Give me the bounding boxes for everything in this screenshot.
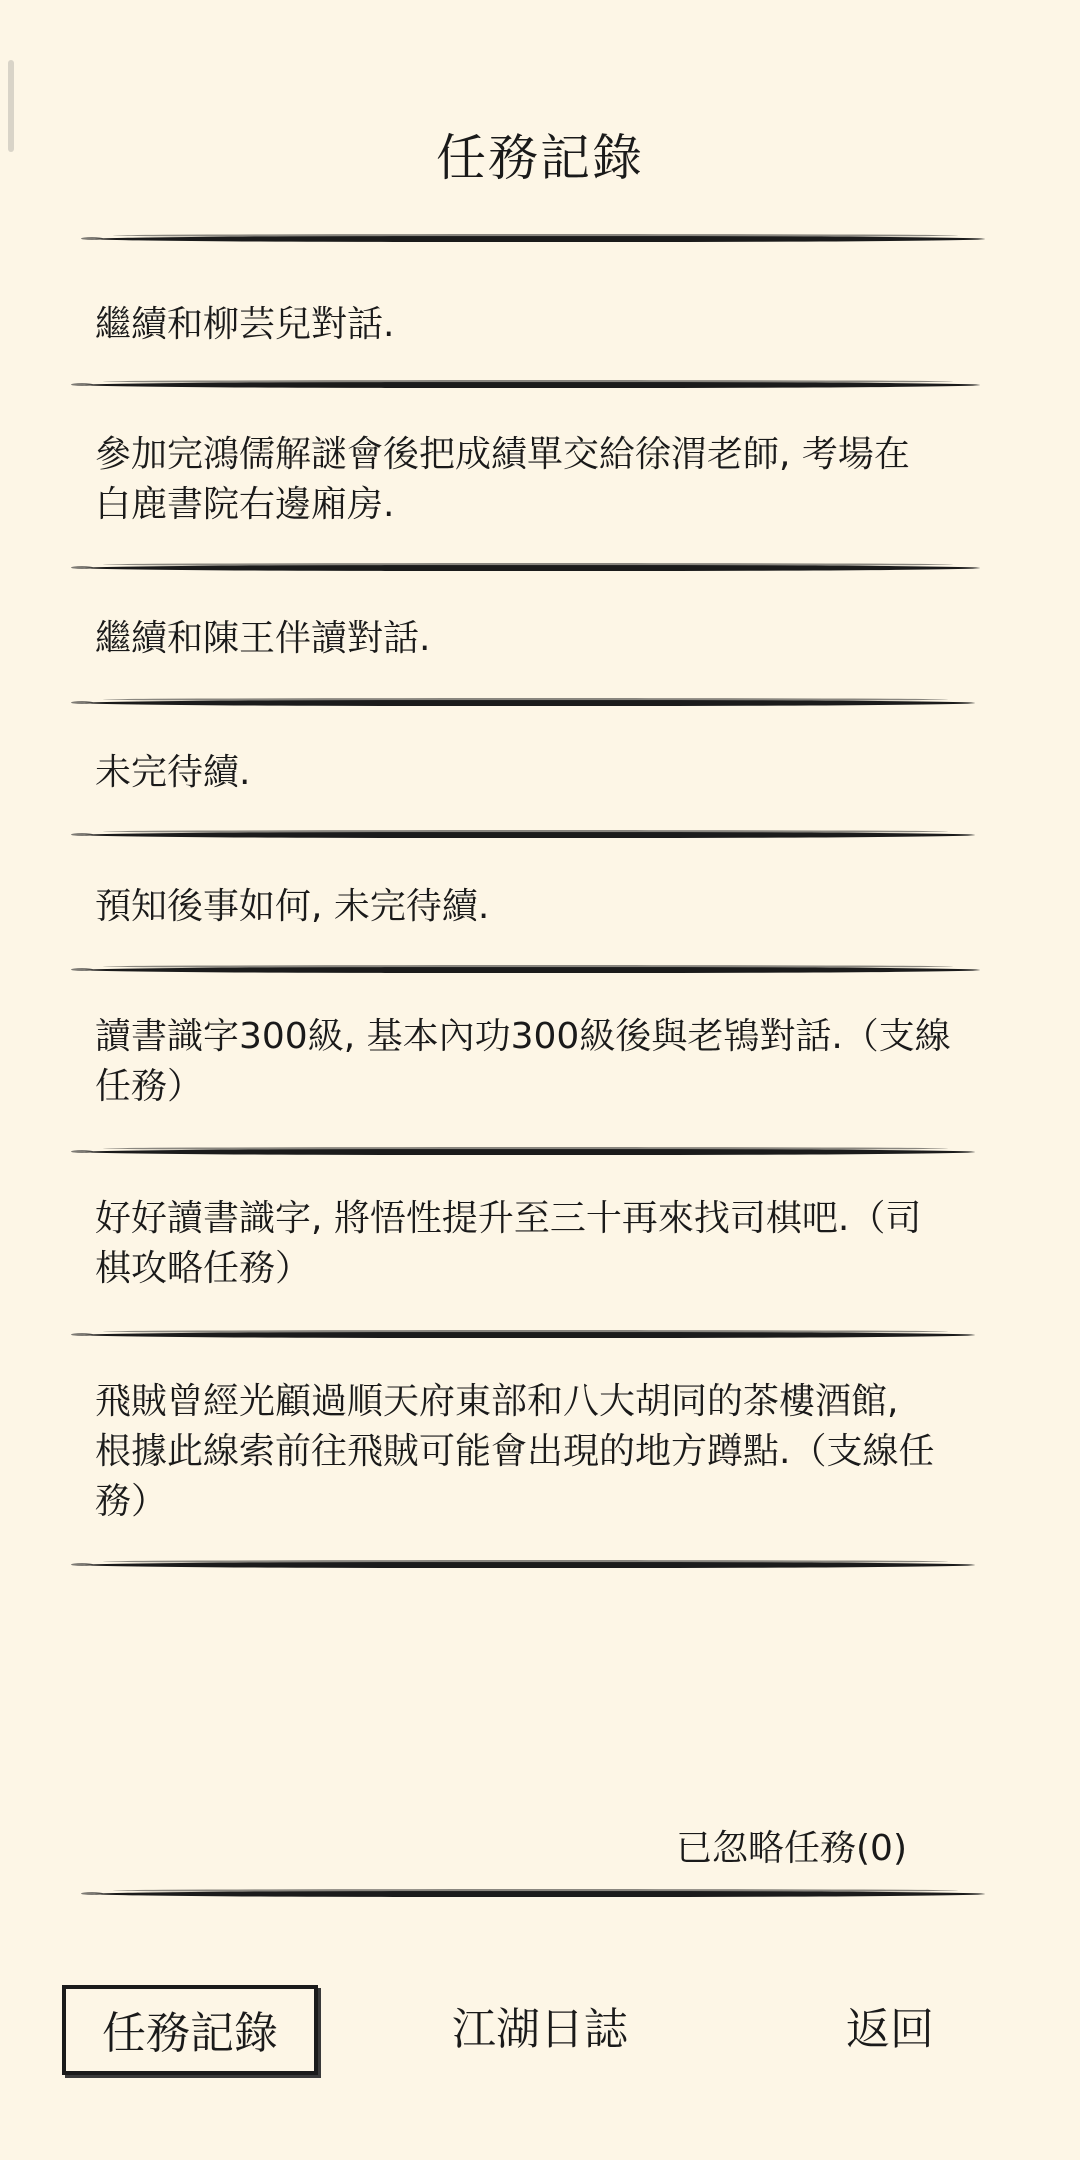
quest-text-line: 繼續和陳王伴讀對話. [95, 618, 431, 659]
quest-text-line: 繼續和柳芸兒對話. [95, 304, 395, 345]
back-button[interactable]: 返回 [846, 2004, 934, 2055]
quest-item[interactable] [95, 1377, 975, 1527]
quest-text-line: 棋攻略任務） [95, 1248, 312, 1289]
ignored-tasks-button[interactable]: 已忽略任務(0) [676, 1828, 907, 1869]
quest-item[interactable] [95, 430, 975, 530]
quest-text-line: 預知後事如何, 未完待續. [95, 886, 490, 927]
quest-text-line: 飛賊曾經光顧過順天府東部和八大胡同的茶樓酒館, [95, 1381, 899, 1422]
quest-text-line: 參加完鴻儒解謎會後把成績單交給徐渭老師, 考場在 [95, 434, 910, 475]
quest-text-line: 好好讀書識字, 將悟性提升至三十再來找司棋吧.（司 [95, 1198, 922, 1239]
divider [95, 236, 985, 242]
quest-text-line: 務） [95, 1481, 168, 1522]
quest-item[interactable] [95, 882, 975, 932]
tab-jianghu-journal[interactable]: 江湖日誌 [452, 2004, 628, 2055]
divider [85, 1332, 975, 1338]
quest-text-line: 任務） [95, 1066, 204, 1107]
page-title: 任務記錄 [436, 129, 644, 187]
quest-text-line: 白鹿書院右邊廂房. [95, 484, 395, 525]
quest-item[interactable] [95, 1012, 975, 1112]
divider [85, 832, 975, 838]
quest-item[interactable] [95, 300, 975, 350]
quest-text-line: 未完待續. [95, 752, 251, 793]
quest-item[interactable] [95, 1194, 975, 1294]
divider [95, 1891, 985, 1897]
divider [85, 565, 980, 571]
divider [85, 700, 975, 706]
tab-quest-log[interactable]: 任務記錄 [62, 1985, 318, 2075]
quest-item[interactable] [95, 614, 975, 664]
divider [85, 1149, 975, 1155]
divider [85, 1562, 975, 1568]
quest-text-line: 讀書識字300級, 基本內功300級後與老鴇對話.（支線 [95, 1016, 951, 1057]
divider [85, 382, 980, 388]
quest-text-line: 根據此線索前往飛賊可能會出現的地方蹲點.（支線任 [95, 1431, 935, 1472]
quest-item[interactable] [95, 748, 975, 798]
divider [85, 967, 980, 973]
